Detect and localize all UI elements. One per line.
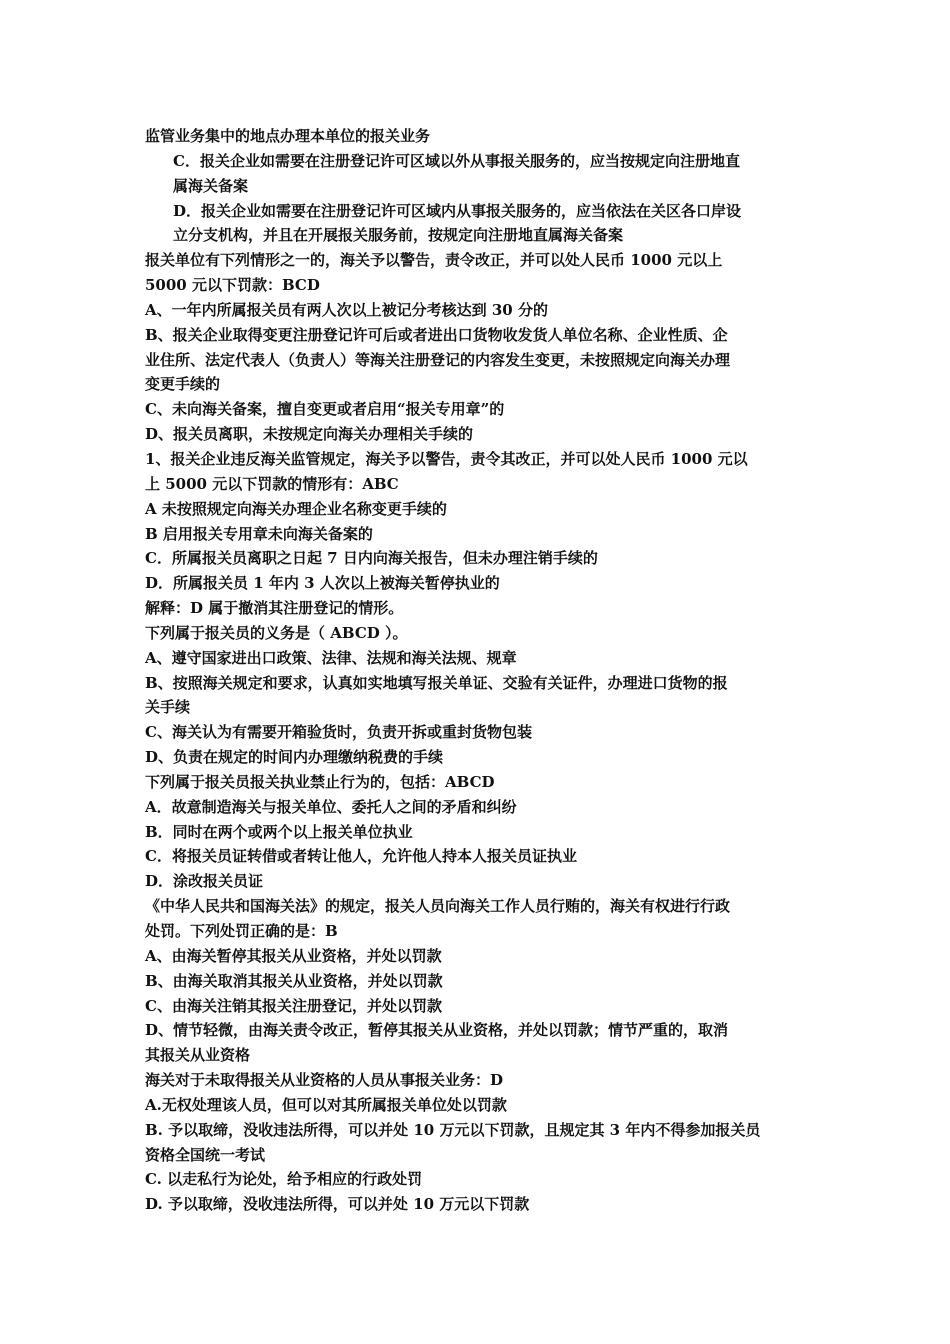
text-line: D、情节轻微，由海关责令改正，暂停其报关从业资格，并处以罚款；情节严重的，取消: [145, 1021, 729, 1040]
text-line: B、由海关取消其报关从业资格，并处以罚款: [145, 971, 443, 990]
text-line: B、按照海关规定和要求，认真如实地填写报关单证、交验有关证件，办理进口货物的报: [145, 673, 728, 692]
text-line: 业住所、法定代表人（负责人）等海关注册登记的内容发生变更，未按照规定向海关办理: [145, 350, 731, 369]
text-line: 处罚。下列处罚正确的是：B: [145, 922, 338, 940]
text-line: D. 予以取缔，没收违法所得，可以并处 10 万元以下罚款: [145, 1195, 530, 1214]
text-line: C. 以走私行为论处，给予相应的行政处罚: [145, 1170, 423, 1189]
text-line: D．涂改报关员证: [145, 872, 264, 891]
text-line: 上 5000 元以下罚款的情形有：ABC: [145, 474, 399, 493]
text-line: 变更手续的: [145, 375, 221, 394]
text-line: D、负责在规定的时间内办理缴纳税费的手续: [145, 748, 444, 767]
text-line: A 未按照规定向海关办理企业名称变更手续的: [145, 499, 447, 518]
text-line: 监管业务集中的地点办理本单位的报关业务: [145, 127, 431, 145]
text-line: A、遵守国家进出口政策、法律、法规和海关法规、规章: [145, 648, 517, 667]
text-line: 解释：D 属于撤消其注册登记的情形。: [145, 599, 404, 618]
text-line: 属海关备案: [173, 176, 249, 195]
text-line: 资格全国统一考试: [145, 1145, 266, 1164]
text-line: 海关对于未取得报关从业资格的人员从事报关业务：D: [145, 1071, 504, 1090]
text-line: B、报关企业取得变更注册登记许可后或者进出口货物收发货人单位名称、企业性质、企: [145, 325, 728, 344]
text-line: B. 予以取缔，没收违法所得，可以并处 10 万元以下罚款，且规定其 3 年内不得参加报关员: [145, 1120, 761, 1139]
text-line: B 启用报关专用章未向海关备案的: [145, 524, 373, 543]
text-line: A、由海关暂停其报关从业资格，并处以罚款: [145, 946, 442, 965]
text-line: B．同时在两个或两个以上报关单位执业: [145, 822, 413, 841]
text-line: 下列属于报关员的义务是（ ABCD ）。: [145, 623, 408, 642]
text-line: D．所属报关员 1 年内 3 人次以上被海关暂停执业的: [145, 574, 500, 593]
text-line: C、由海关注销其报关注册登记，并处以罚款: [145, 996, 442, 1015]
text-line: C．报关企业如需要在注册登记许可区域以外从事报关服务的，应当按规定向注册地直: [173, 151, 740, 170]
text-line: 5000 元以下罚款：BCD: [145, 276, 320, 295]
text-line: 立分支机构，并且在开展报关服务前，按规定向注册地直属海关备案: [173, 226, 624, 245]
text-line: 1、报关企业违反海关监管规定，海关予以警告，责令其改正，并可以处人民币 1000 元以: [145, 449, 748, 468]
text-line: 报关单位有下列情形之一的，海关予以警告，责令改正，并可以处人民币 1000 元以上: [145, 251, 723, 270]
text-line: D．报关企业如需要在注册登记许可区域内从事报关服务的，应当依法在关区各口岸设: [173, 201, 742, 220]
text-line: A．故意制造海关与报关单位、委托人之间的矛盾和纠纷: [145, 797, 517, 816]
text-line: 其报关从业资格: [145, 1046, 251, 1065]
text-line: C．将报关员证转借或者转让他人，允许他人持本人报关员证执业: [145, 847, 577, 866]
document-body: [145, 124, 810, 1217]
text-line: C、海关认为有需要开箱验货时，负责开拆或重封货物包装: [145, 723, 532, 742]
text-line: A、一年内所属报关员有两人次以上被记分考核达到 30 分的: [145, 300, 548, 319]
text-line: D、报关员离职，未按规定向海关办理相关手续的: [145, 425, 474, 444]
text-line: C、未向海关备案，擅自变更或者启用“报关专用章”的: [145, 400, 505, 419]
text-line: 《中华人民共和国海关法》的规定，报关人员向海关工作人员行贿的，海关有权进行行政: [145, 897, 731, 916]
text-line: 下列属于报关员报关执业禁止行为的，包括：ABCD: [145, 772, 495, 791]
text-line: A.无权处理该人员，但可以对其所属报关单位处以罚款: [145, 1095, 507, 1114]
text-line: 关手续: [145, 698, 191, 717]
text-line: C．所属报关员离职之日起 7 日内向海关报告，但未办理注销手续的: [145, 549, 598, 568]
